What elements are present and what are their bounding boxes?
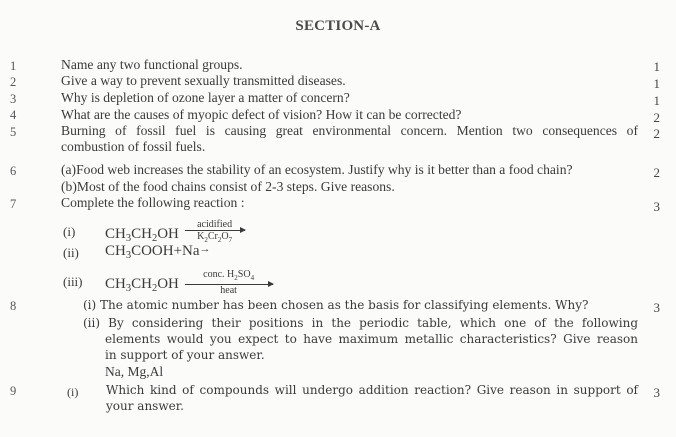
question-number: 5	[10, 125, 17, 139]
question-text: Give a way to prevent sexually transmitted diseases.	[61, 73, 346, 88]
reaction-label: (ii)	[63, 245, 79, 260]
question-part-label: (i)	[67, 385, 79, 399]
question-elements: Na, Mg,Al	[105, 364, 164, 379]
reaction-condition-above: acidified	[197, 219, 233, 230]
section-title: SECTION-A	[295, 18, 381, 34]
reaction-label: (iii)	[63, 274, 83, 289]
question-marks: 2	[653, 165, 660, 180]
question-part-ii-line-1: (ii) By considering their positions in the periodic table, which one of the following	[83, 316, 638, 330]
question-text-line-1: Which kind of compounds will undergo addition reaction? Give reason in support of	[106, 383, 638, 397]
question-text-line-2: your answer.	[106, 399, 184, 413]
question-number: 7	[10, 197, 17, 211]
question-part-ii-line-3: in support of your answer.	[105, 348, 265, 362]
reaction-label: (i)	[63, 224, 76, 239]
question-number: 6	[10, 164, 17, 178]
question-number: 3	[10, 92, 17, 106]
reaction-equation: $CH_3CH_2OH$ acidified $K_2Cr_2O_7$	[105, 221, 245, 248]
question-marks: 1	[653, 59, 660, 74]
question-number: 8	[10, 299, 17, 313]
question-part-i: (i) The atomic number has been chosen as the basis for classifying elements. Why?	[83, 298, 589, 312]
question-text: Why is depletion of ozone layer a matter of concern?	[61, 90, 350, 105]
question-marks: 1	[653, 93, 660, 108]
question-number: 4	[10, 108, 17, 122]
question-text: Name any two functional groups.	[61, 57, 243, 72]
reaction-equation: $CH_3COOH+Na^\to$	[105, 243, 211, 261]
reaction-condition-below: $K_2Cr_2O_7$	[197, 231, 233, 244]
question-marks: 1	[653, 76, 660, 91]
question-number: 9	[10, 384, 17, 398]
question-text: Complete the following reaction :	[61, 195, 245, 210]
reaction-arrow-icon: →	[199, 243, 211, 255]
question-marks: 3	[653, 300, 660, 315]
reaction-condition-below: heat	[220, 285, 237, 296]
question-part-a: (a)Food web increases the stability of an ecosystem. Justify why is it better than a food chain?	[61, 162, 573, 177]
question-part-ii-line-2: elements would you expect to have maximum metallic characteristics? Give reason	[105, 332, 638, 346]
question-number: 2	[10, 75, 17, 89]
question-marks: 2	[653, 126, 660, 141]
question-part-b: (b)Most of the food chains consist of 2-3 steps. Give reasons.	[61, 179, 395, 194]
question-number: 1	[10, 59, 17, 73]
question-text-line-1: Burning of fossil fuel is causing great environmental concern. Mention two consequences of	[61, 123, 638, 138]
question-marks: 2	[653, 110, 660, 125]
question-marks: 3	[653, 199, 660, 214]
reaction-condition-above: conc. $H_2SO_4$	[203, 269, 255, 282]
question-text: What are the causes of myopic defect of vision? How it can be corrected?	[61, 107, 462, 122]
question-marks: 3	[653, 385, 660, 400]
reaction-equation: $CH_3CH_2OH$ conc. $H_2SO_4$ heat	[105, 271, 273, 298]
question-text-line-2: combustion of fossil fuels.	[61, 139, 206, 154]
